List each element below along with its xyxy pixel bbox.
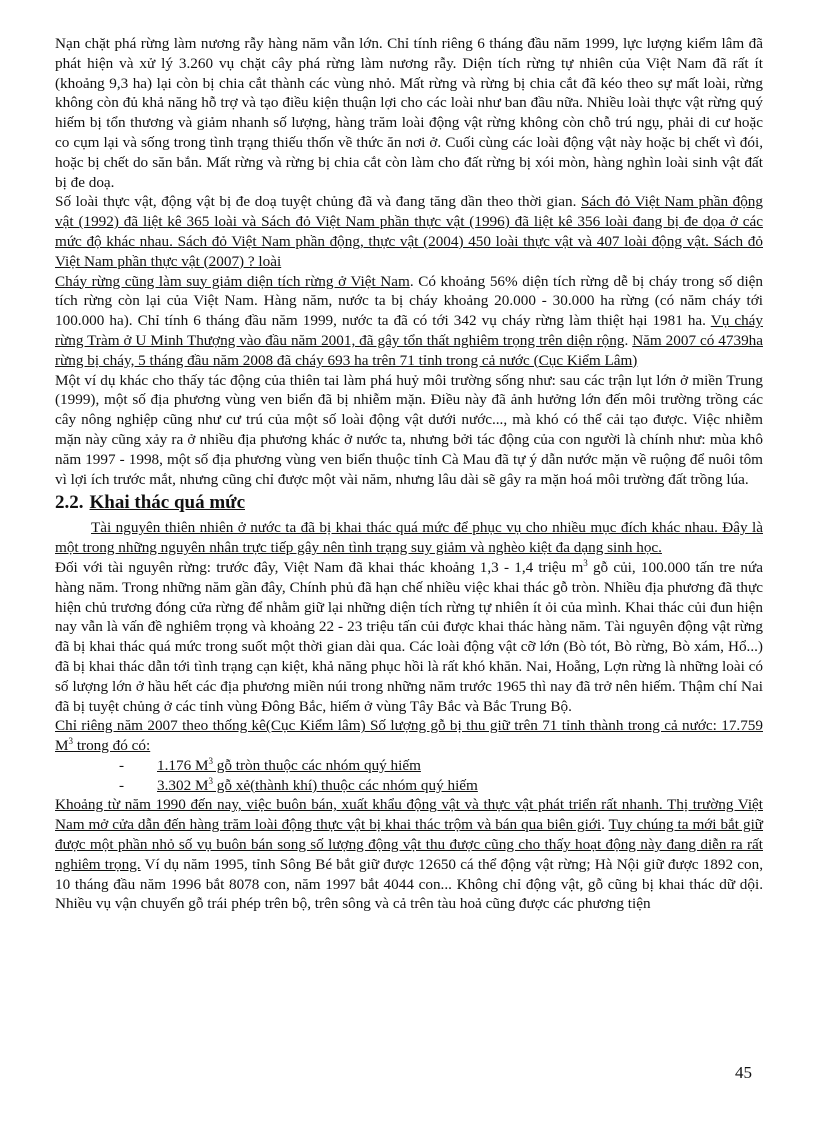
text-span: Số loài thực vật, động vật bị đe doạ tuyệt chủng đã và đang tăng dần theo thời gian.	[55, 193, 581, 211]
section-heading	[55, 491, 763, 515]
paragraph-wildlife-trade	[55, 795, 763, 914]
text-span: gỗ tròn thuộc các nhóm quý hiếm	[212, 756, 421, 774]
paragraph-forest-fires	[55, 272, 763, 371]
text-span: gỗ củi, 100.000 tấn tre nứa hàng năm. Trong những năm gần đây, Chính phủ đã hạn chế nhiều việc khai thác gỗ tròn. Nhiều địa phương đã thực hiện chủ trương đóng cửa rừng để nhằm giữ lại những diện tích rừng tự nhiên ít ỏi của mình. Khai thác củi đun hiện nay vẫn là vấn đề nghiêm trọng và khoảng 22 - 23 triệu tấn củi được khai thác hàng năm. Tài nguyên động vật rừng đã bị khai thác quá mức trong suốt một thời gian dài qua. Các loài động vật cỡ lớn (Bò tót, Bò rừng, Bò xám, Hổ...) đã bị khai thác dẫn tới tình trạng cạn kiệt, khả năng phục hồi là rất khó khăn. Nai, Hoẵng, Lợn rừng là những loài có số lượng lớn ở hầu hết các địa phương miền núi trong những năm trước 1965 thì nay đã trở nên hiếm. Thậm chí Nai đã bị tuyệt chủng ở các tỉnh vùng Đông Bắc, hiếm ở vùng Tây Bắc và Bắc Trung Bộ.	[55, 558, 763, 715]
paragraph-forest-resources	[55, 558, 763, 716]
text-span: Ví dụ năm 1995, tỉnh Sông Bé bắt giữ được 12650 cá thể động vật rừng; Hà Nội giữ được 1892 con, 10 tháng đầu năm 1996 bắt 8078 con, năm 1997 bắt 4044 con... Không chỉ động vật, gỗ cũng bị khai thác dữ dội. Nhiều vụ vận chuyển gỗ trái phép trên bộ, trên sông và cả trên tàu hoả cũng được các phương tiện	[55, 855, 763, 913]
paragraph-timber-seized	[55, 716, 763, 756]
document-page	[55, 34, 763, 914]
superscript: 3	[208, 755, 213, 766]
timber-list	[55, 756, 763, 796]
underlined-text: Năm 2007 có 4739ha rừng bị cháy, 5 tháng đầu năm 2008 đã cháy 693 ha trên 71 tỉnh trong cả nước (Cục Kiểm Lâm)	[55, 331, 763, 369]
underlined-text: Sách đỏ Việt Nam phần động vật (1992) đã liệt kê 365 loài và Sách đỏ Việt Nam phần thực vật (1996) đã liệt kê 356 loài đang bị đe dọa ở các mức độ khác nhau. Sách đỏ Việt Nam phần động, thực vật (2004) 450 loài thực vật và 407 loài động vật. Sách đỏ Việt Nam phần thực vật (2007) ? loài	[55, 193, 763, 270]
text-span: 1.176 M	[157, 756, 209, 774]
text-span: Chỉ riêng năm 2007 theo thống kê(Cục Kiểm lâm) Số lượng gỗ bị thu giữ trên 71 tỉnh thành trong cả nước: 17.759 M	[55, 717, 763, 755]
text-span: Đối với tài nguyên rừng: trước đây, Việt Nam đã khai thác khoảng 1,3 - 1,4 triệu m	[55, 558, 584, 576]
list-item	[119, 776, 763, 796]
page-number: 45	[735, 1063, 752, 1082]
text-span: .	[601, 816, 609, 834]
text-span: trong đó có:	[73, 737, 151, 755]
superscript: 3	[208, 775, 213, 786]
underlined-text: Cháy rừng cũng làm suy giảm diện tích rừng ở Việt Nam	[55, 272, 410, 290]
section-number: 2.2.	[55, 492, 84, 514]
superscript: 3	[68, 736, 74, 747]
underlined-text: Tài nguyên thiên nhiên ở nước ta đã bị khai thác quá mức để phục vụ cho nhiều mục đích khác nhau. Đây là một trong những nguyên nhân trực tiếp gây nên tình trạng suy giảm và nghèo kiệt đa dạng sinh học.	[55, 519, 763, 557]
text-span: 3.302 M	[157, 776, 209, 794]
text-span: gỗ xẻ(thành khí) thuộc các nhóm quý hiếm	[212, 776, 478, 794]
list-bullet: -	[119, 776, 125, 794]
list-item-text	[157, 777, 478, 794]
section-title: Khai thác quá mức	[89, 492, 245, 514]
list-bullet: -	[119, 756, 125, 774]
paragraph-overexploitation-intro	[55, 518, 763, 558]
paragraph-natural-disasters: Một ví dụ khác cho thấy tác động của thiên tai làm phá huỷ môi trường sống như: sau các trận lụt lớn ở miền Trung (1999), một số địa phương vùng ven biển đã bị nhiễm mặn. Điều này đã ảnh hưởng lớn đến môi trường trồng các cây nông nghiệp cũng như cư trú của một số loài động vật dưới nước..., mà khó có thể cải tạo được. Việc nhiễm mặn này cũng xảy ra ở nhiều địa phương khác ở nước ta, nhưng bởi tác động của con người là chính như: mùa khô năm 1997 - 1998, một số địa phương vùng ven biển thuộc tỉnh Cà Mau đã tự ý dẫn nước mặn về ruộng để nuôi tôm vì lợi ích trước mắt, nhưng cũng chỉ được một vài năm, nhưng lâu dài sẽ gây ra mặn hoá môi trường đất trồng lúa.	[55, 371, 763, 488]
list-item-text	[157, 757, 421, 774]
underlined-text: Tuy chúng ta mới bắt giữ được một phần nhỏ số vụ buôn bán song số lượng động vật thu được cũng cho thấy hoạt động này đang diễn ra rất nghiêm trọng.	[55, 816, 764, 873]
text-span: .	[624, 331, 633, 349]
paragraph-deforestation: Nạn chặt phá rừng làm nương rẫy hàng năm vẫn lớn. Chỉ tính riêng 6 tháng đầu năm 1999, lực lượng kiểm lâm đã phát hiện và xử lý 3.260 vụ chặt cây phá rừng làm nương rẫy. Diện tích rừng tự nhiên của Việt Nam đã rất ít (khoảng 9,3 ha) lại còn bị chia cắt thành các vùng nhỏ. Mất rừng và rừng bị chia cắt đã kéo theo sự mất loài, rừng không còn đủ khả năng hỗ trợ và tạo điều kiện thuận lợi cho các loài như ban đầu nữa. Nhiều loài thực vật rừng quý hiếm bị tổn thương và giảm nhanh số lượng, hàng trăm loài động vật rừng không còn chỗ trú ngụ, phải di cư hoặc co cụm lại và sống trong tình trạng thiếu thốn về thức ăn nơi ở. Cuối cùng các loài động vật này hoặc bị chết vì đói, hoặc bị chết do săn bắn. Mất rừng và rừng bị chia cắt còn làm cho đất rừng bị xói mòn, hàng nghìn loài sinh vật đất bị đe doạ.	[55, 35, 763, 191]
superscript: 3	[583, 557, 588, 568]
text-span: . Có khoảng 56% diện tích rừng dễ bị cháy trong số diện tích rừng còn lại của Việt Nam. Hàng năm, nước ta bị cháy khoảng 20.000 - 30.000 ha rừng (có năm cháy tới 100.000 ha). Chỉ tính 6 tháng đầu năm 1999, nước ta đã có tới 342 vụ cháy rừng làm thiệt hại 1981 ha.	[55, 272, 763, 330]
underlined-text: Vụ cháy rừng Tràm ở U Minh Thượng vào đầu năm 2001, đã gây tổn thất nghiêm trọng trên diện rộng	[55, 312, 763, 349]
underlined-text: Khoảng từ năm 1990 đến nay, việc buôn bán, xuất khẩu động vật và thực vật phát triển rất nhanh. Thị trường Việt Nam mở cửa dẫn đến hàng trăm loài động thực vật bị khai thác trộm và bán qua biên giới	[55, 796, 763, 834]
paragraph-red-book	[55, 192, 763, 271]
list-item	[119, 756, 763, 776]
